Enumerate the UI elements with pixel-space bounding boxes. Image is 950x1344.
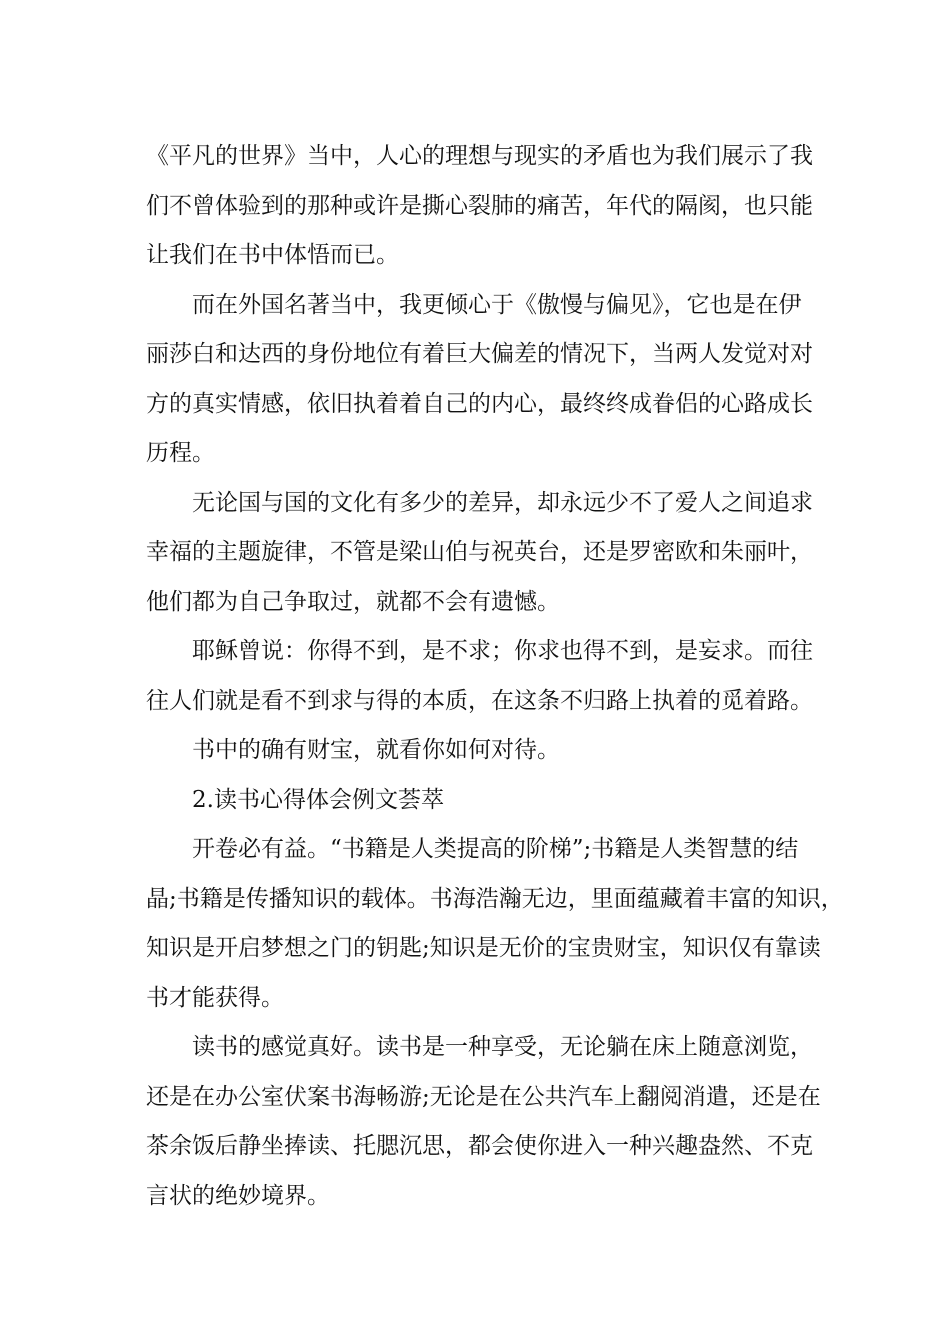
document-body (146, 132, 844, 1221)
text-line: 茶余饭后静坐捧读、托腮沉思，都会使你进入一种兴趣盎然、不克 (146, 1133, 813, 1159)
text-line: 书中的确有财宝，就看你如何对待。 (192, 737, 560, 763)
text-line: 耶稣曾说：你得不到，是不求；你求也得不到，是妄求。而往 (192, 638, 813, 664)
text-line: 们不曾体验到的那种或许是撕心裂肺的痛苦，年代的隔阂，也只能 (146, 192, 813, 219)
text-line: 书才能获得。 (146, 984, 284, 1011)
text-line: 读书的感觉真好。读书是一种享受，无论躺在床上随意浏览， (192, 1034, 813, 1060)
text-line: 《平凡的世界》当中，人心的理想与现实的矛盾也为我们展示了我 (146, 143, 813, 169)
text-line: 还是在办公室伏案书海畅游;无论是在公共汽车上翻阅消遣，还是在 (146, 1083, 821, 1110)
text-line: 而在外国名著当中，我更倾心于《傲慢与偏见》，它也是在伊 (192, 291, 802, 318)
text-line: 让我们在书中体悟而已。 (146, 242, 399, 268)
text-line: 往人们就是看不到求与得的本质，在这条不归路上执着的觅着路。 (146, 687, 813, 714)
text-line: 无论国与国的文化有多少的差异，却永远少不了爱人之间追求 (192, 489, 813, 516)
text-line: 丽莎白和达西的身份地位有着巨大偏差的情况下，当两人发觉对对 (146, 341, 813, 367)
text-line: 历程。 (146, 440, 215, 466)
text-line: 知识是开启梦想之门的钥匙;知识是无价的宝贵财宝，知识仅有靠读 (146, 935, 821, 961)
text-line: 幸福的主题旋律，不管是梁山伯与祝英台，还是罗密欧和朱丽叶， (146, 539, 813, 565)
text-line: 言状的绝妙境界。 (146, 1182, 330, 1209)
text-line: 晶;书籍是传播知识的载体。书海浩瀚无边，里面蕴藏着丰富的知识， (146, 885, 844, 912)
section-heading: 2.读书心得体会例文荟萃 (192, 786, 444, 813)
text-line: 开卷必有益。“书籍是人类提高的阶梯”;书籍是人类智慧的结 (192, 836, 799, 862)
text-line: 方的真实情感，依旧执着着自己的内心，最终终成眷侣的心路成长 (146, 390, 813, 417)
text-line: 他们都为自己争取过，就都不会有遗憾。 (146, 588, 560, 615)
